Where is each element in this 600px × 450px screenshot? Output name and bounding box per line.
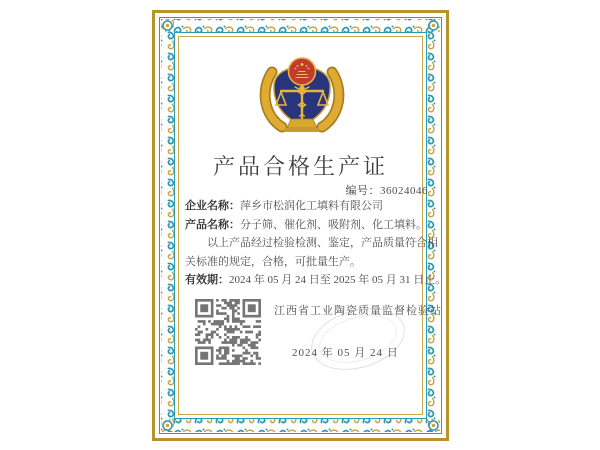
issuing-station-name: 江西省工业陶瓷质量监督检验站 (274, 305, 442, 317)
company-name-label: 企业名称： (185, 200, 240, 212)
validity-label: 有效期： (185, 274, 229, 286)
quality-supervision-emblem-icon (254, 54, 350, 136)
qr-code (195, 299, 261, 365)
product-name-label: 产品名称： (185, 218, 240, 231)
company-name-value: 萍乡市松润化工填料有限公司 (240, 200, 383, 212)
product-name-row (185, 216, 441, 235)
validity-value: 2024 年 05 月 24 日至 2025 年 05 月 31 日止。 (229, 274, 447, 286)
serial-number-line (346, 182, 429, 198)
serial-value: 36024046 (380, 185, 428, 197)
statement-line-1: 以上产品经过检验检测、鉴定，产品质量符合相 (207, 237, 438, 249)
validity-row (185, 271, 447, 290)
product-name-value: 分子筛、催化剂、吸附剂、化工填料。 (240, 218, 427, 231)
national-emblem-roundel (289, 58, 316, 85)
certificate-document (152, 10, 449, 441)
gold-pedestal (285, 119, 319, 132)
issue-date: 2024 年 05 月 24 日 (292, 347, 399, 359)
certificate-body (185, 197, 447, 290)
statement-line-2: 关标准的规定，合格，可批量生产。 (185, 255, 361, 268)
serial-label: 编号： (345, 185, 380, 197)
certificate-title: 产品合格生产证 (212, 154, 388, 179)
company-name-row (185, 197, 441, 216)
